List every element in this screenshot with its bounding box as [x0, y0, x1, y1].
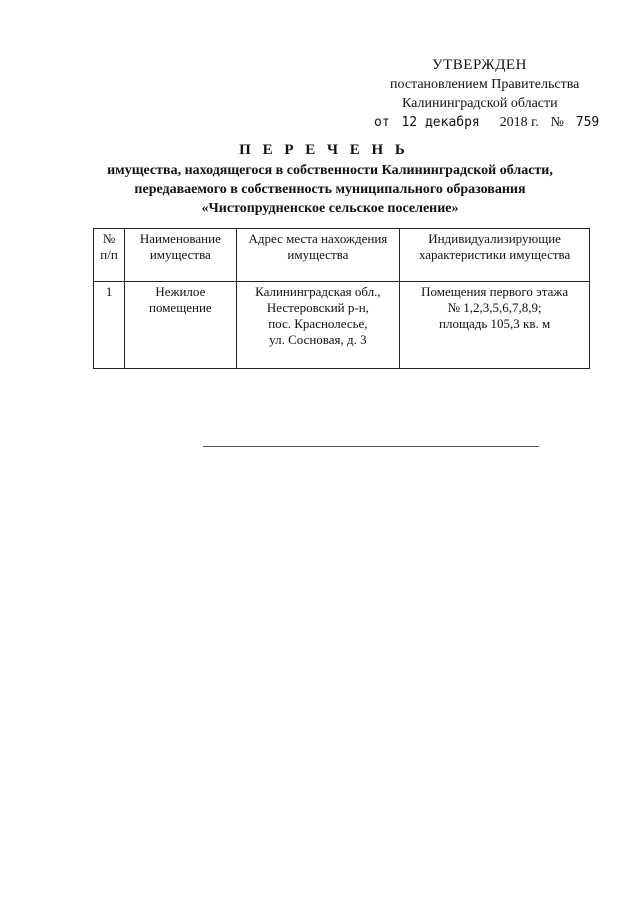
header-text: имущества [287, 247, 349, 262]
cell-text: Помещения первого этажа [421, 284, 569, 299]
header-text: Индивидуализирующие [428, 231, 561, 246]
cell-name [125, 282, 236, 369]
cell-text: пос. Краснолесье, [268, 316, 368, 331]
cell-text: площадь 105,3 кв. м [439, 316, 551, 331]
closing-separator-line [203, 446, 539, 447]
document-heading [0, 142, 640, 218]
header-text: имущества [149, 247, 211, 262]
property-table [93, 228, 590, 369]
cell-address [236, 282, 400, 369]
approval-year: 2018 г. [499, 115, 539, 130]
document-title: П Е Р Е Ч Е Н Ь [239, 142, 409, 158]
heading-line-3: «Чистопрудненское сельское поселение» [201, 201, 459, 216]
cell-text: Нестеровский р-н, [266, 300, 369, 315]
header-characteristics [400, 229, 590, 282]
table-header-row [94, 229, 590, 282]
cell-text: № 1,2,3,5,6,7,8,9; [447, 300, 542, 315]
header-text: Наименование [139, 231, 221, 246]
cell-number [94, 282, 125, 369]
approval-date: 12 декабря [401, 115, 480, 130]
approval-number: 759 [575, 115, 600, 130]
cell-text: Нежилое [155, 284, 206, 299]
header-address [236, 229, 400, 282]
header-text: п/п [100, 247, 118, 262]
header-text: № [102, 231, 116, 246]
approval-line-2: Калининградской области [402, 96, 558, 111]
header-number [94, 229, 125, 282]
approval-number-sign: № [550, 115, 564, 130]
approval-line-1: постановлением Правительства [390, 77, 580, 92]
heading-line-1: имущества, находящегося в собственности Калининградской области, [107, 163, 553, 178]
header-name [125, 229, 236, 282]
table-row [94, 282, 590, 369]
approval-date-line [360, 113, 610, 132]
cell-characteristics [400, 282, 590, 369]
cell-text: помещение [149, 300, 212, 315]
cell-text: 1 [105, 284, 113, 299]
cell-text: ул. Сосновая, д. 3 [269, 332, 367, 347]
header-text: характеристики имущества [418, 247, 571, 262]
cell-text: Калининградская обл., [255, 284, 381, 299]
approval-block [360, 56, 610, 132]
approval-title: УТВЕРЖДЕН [432, 57, 527, 73]
heading-line-2: передаваемого в собственность муниципального образования [134, 182, 526, 197]
header-text: Адрес места нахождения [248, 231, 388, 246]
approval-date-prefix: от [374, 115, 390, 130]
